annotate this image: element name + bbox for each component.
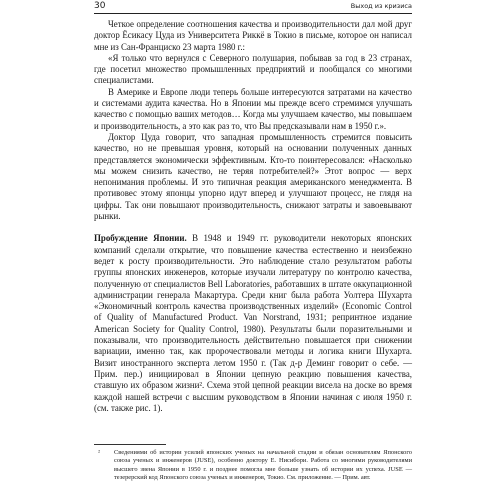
page-header <box>94 0 412 14</box>
paragraph: В Америке и Европе люди теперь больше интересуются затратами на качество и системами аудита качества. Но в Японии мы прежде всего стремимся улучшать качество с помощью ваших методов… Когда мы улучшаем качество, мы повышаем и производительность, а это как раз то, что Вы предсказывали нам в 1950 г.». <box>94 86 412 131</box>
page-number: 30 <box>94 1 106 11</box>
paragraph: «Я только что вернулся с Северного полушария, побывав за год в 23 странах, где посетил множество промышленных предприятий и пообщался со многими специалистами. <box>94 52 412 86</box>
paragraph-gap <box>94 222 412 233</box>
footnote-number: ² <box>98 449 100 456</box>
paragraph: Доктор Цуда говорит, что западная промышленность стремится повысить качество, но не превышая уровня, который на основании полученных данных представляется экономически эффективным. Кто-то поинтересовался: «Насколько мы можем снизить качество, не теряя потребителей?» Этот вопрос — верх непонимания проблемы. И это типичная реакция американского менеджмента. В противовес этому японцы упорно идут вперед и улучшают процесс, не глядя на цифры. Так они повышают производительность, снижают затраты и завоевывают рынки. <box>94 131 412 222</box>
paragraph: Четкое определение соотношения качества и производительности дал мой друг доктор Ёсикасу Цуда из Университета Риккё в Токио в письме, которое он написал мне из Сан-Франциско 23 марта 1980 г.: <box>94 19 412 52</box>
section-heading: Пробуждение Японии. <box>94 233 187 244</box>
running-head: Выход из кризиса <box>350 2 412 10</box>
main-text <box>94 19 412 414</box>
footnote <box>94 449 412 482</box>
section-paragraph <box>94 233 412 414</box>
footnote-text: Сведениями об истории усилий японских ученых на начальной стадии и обязан основателям Японского союза ученых и инженеров (JUSE), особенно доктору Е. Нисибори. Работа со многими руководителями высшего звена Японии в 1950 г. и позднее помогла мне больше узнать об истории их успеха. JUSE — тезерерский код Японского союза ученых и инженеров, Токио. См. приложение. — Прим. авт. <box>114 449 412 481</box>
footnote-rule <box>94 444 166 445</box>
header-rule <box>94 13 412 14</box>
section-text: В 1948 и 1949 гг. руководители некоторых японских компаний сделали открытие, что повышение качества естественно и неизбежно ведет к росту производительности. Это наблюдение стало результатом работы группы японских инженеров, которые изучали литературу по контролю качества, полученную от специалистов Bell Laboratories, работавших в штате оккупационной администрации генерала Макартура. Среди книг была работа Уолтера Шухарта «Экономичный контроль качества производственных изделий» (Economic Control of Quality of Manufactured Product. Van Norstrand, 1931; репринтное издание American Society for Quality Control, 1980). Результаты были поразительными и показывали, что производительность действительно повышается при снижении вариации, именно так, как пророчествовали методы и логика книги Шухарта. Визит иностранного эксперта летом 1950 г. (Так д-р Деминг говорит о себе. — Прим. пер.) инициировал в Японии цепную реакцию повышения качества, ставшую их образом жизни². Схема этой цепной реакции висела на доске во время каждой нашей встречи с высшим руководством в Японии начиная с июля 1950 г. (см. также рис. 1). <box>94 233 412 413</box>
